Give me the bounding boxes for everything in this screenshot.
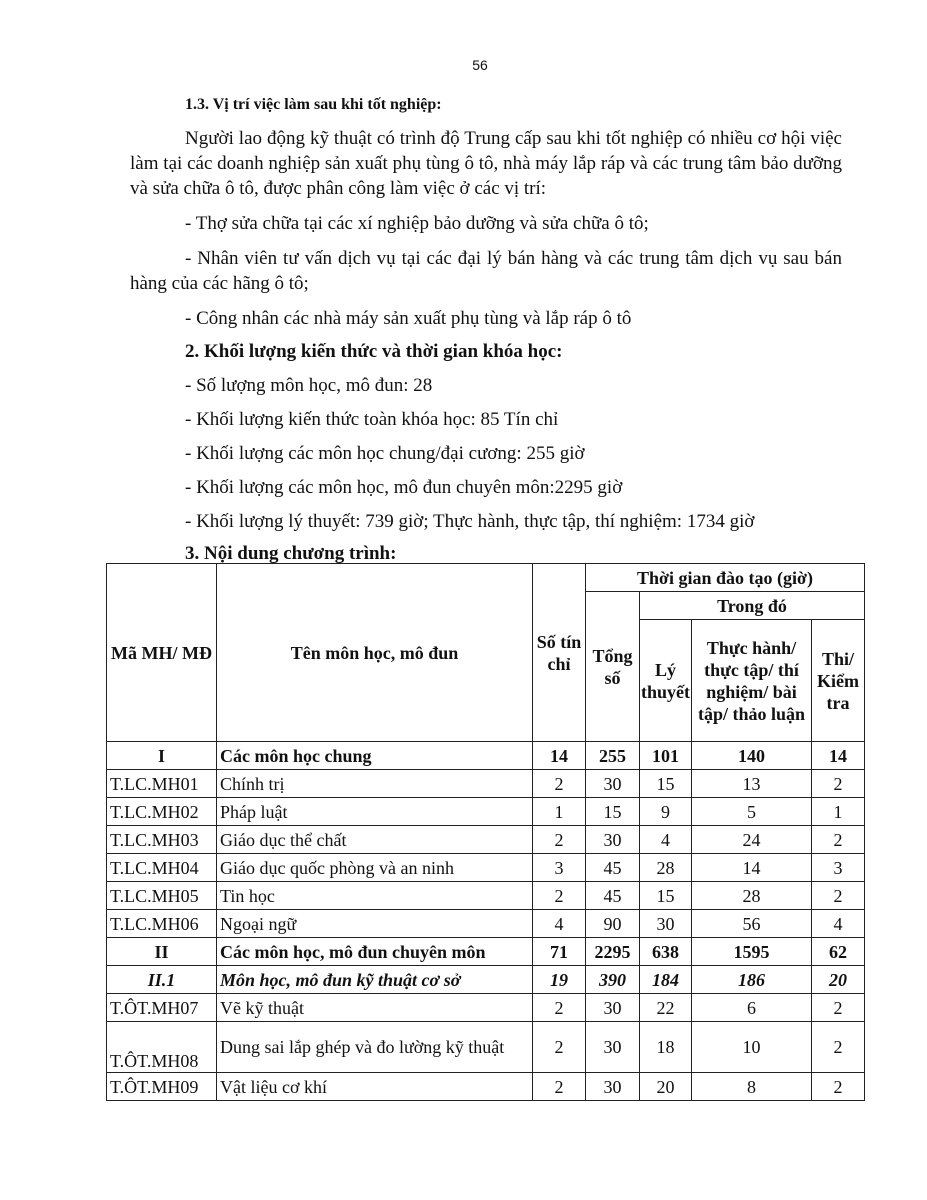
cell-practice: 28 xyxy=(692,882,812,910)
cell-total: 30 xyxy=(586,1022,640,1073)
page-number: 56 xyxy=(472,57,488,73)
cell-total: 30 xyxy=(586,1073,640,1101)
cell-code: II.1 xyxy=(107,966,217,994)
cell-exam: 14 xyxy=(812,742,865,770)
cell-code: T.LC.MH04 xyxy=(107,854,217,882)
cell-credits: 14 xyxy=(533,742,586,770)
header-code: Mã MH/ MĐ xyxy=(107,564,217,742)
intro-paragraph: Người lao động kỹ thuật có trình độ Trung cấp sau khi tốt nghiệp có nhiều cơ hội việc làm tại các doanh nghiệp sản xuất phụ tùng ô tô, nhà máy lắp ráp và các trung tâm bảo dưỡng và sửa chữa ô tô, được phân công làm việc ở các vị trí: xyxy=(130,128,842,199)
cell-practice: 140 xyxy=(692,742,812,770)
cell-exam: 20 xyxy=(812,966,865,994)
cell-practice: 6 xyxy=(692,994,812,1022)
cell-practice: 5 xyxy=(692,798,812,826)
cell-code: T.LC.MH05 xyxy=(107,882,217,910)
cell-code: T.LC.MH01 xyxy=(107,770,217,798)
cell-credits: 2 xyxy=(533,770,586,798)
cell-credits: 2 xyxy=(533,1073,586,1101)
table-row xyxy=(107,1073,865,1101)
cell-total: 2295 xyxy=(586,938,640,966)
cell-theory: 15 xyxy=(640,770,692,798)
table-row xyxy=(107,826,865,854)
section-title: 3. Nội dung chương trình: xyxy=(185,543,397,564)
cell-code: T.ÔT.MH07 xyxy=(107,994,217,1022)
cell-exam: 62 xyxy=(812,938,865,966)
list-item: - Thợ sửa chữa tại các xí nghiệp bảo dưỡng và sửa chữa ô tô; xyxy=(185,213,649,234)
list-item: - Khối lượng kiến thức toàn khóa học: 85 Tín chỉ xyxy=(185,409,559,430)
table-row xyxy=(107,882,865,910)
cell-exam: 1 xyxy=(812,798,865,826)
cell-name: Các môn học, mô đun chuyên môn xyxy=(217,938,533,966)
cell-exam: 2 xyxy=(812,882,865,910)
cell-name: Giáo dục quốc phòng và an ninh xyxy=(217,854,533,882)
cell-credits: 1 xyxy=(533,798,586,826)
cell-code: T.LC.MH03 xyxy=(107,826,217,854)
cell-theory: 30 xyxy=(640,910,692,938)
cell-theory: 4 xyxy=(640,826,692,854)
cell-name: Các môn học chung xyxy=(217,742,533,770)
cell-name: Vật liệu cơ khí xyxy=(217,1073,533,1101)
cell-credits: 2 xyxy=(533,994,586,1022)
cell-code: T.ÔT.MH08 xyxy=(107,1022,217,1073)
cell-code: II xyxy=(107,938,217,966)
cell-exam: 2 xyxy=(812,770,865,798)
list-item: - Nhân viên tư vấn dịch vụ tại các đại lý bán hàng và các trung tâm dịch vụ sau bán hàng của các hãng ô tô; xyxy=(130,248,842,294)
table-row xyxy=(107,938,865,966)
cell-name: Vẽ kỹ thuật xyxy=(217,994,533,1022)
cell-theory: 22 xyxy=(640,994,692,1022)
cell-name: Chính trị xyxy=(217,770,533,798)
cell-total: 45 xyxy=(586,882,640,910)
section-2 xyxy=(185,340,845,566)
cell-theory: 9 xyxy=(640,798,692,826)
cell-credits: 2 xyxy=(533,826,586,854)
cell-practice: 24 xyxy=(692,826,812,854)
section-1-3-title xyxy=(185,96,442,114)
header-exam: Thi/ Kiểm tra xyxy=(812,620,865,742)
cell-theory: 20 xyxy=(640,1073,692,1101)
cell-credits: 2 xyxy=(533,882,586,910)
section-1-3-body xyxy=(130,126,842,331)
table-row xyxy=(107,798,865,826)
cell-code: T.LC.MH02 xyxy=(107,798,217,826)
cell-total: 15 xyxy=(586,798,640,826)
curriculum-table xyxy=(106,563,865,1101)
list-item: - Số lượng môn học, mô đun: 28 xyxy=(185,375,433,396)
cell-code: I xyxy=(107,742,217,770)
cell-total: 30 xyxy=(586,770,640,798)
table-row xyxy=(107,1022,865,1073)
header-name: Tên môn học, mô đun xyxy=(217,564,533,742)
cell-name: Môn học, mô đun kỹ thuật cơ sở xyxy=(217,966,533,994)
table-row xyxy=(107,770,865,798)
header-credits: Số tín chỉ xyxy=(533,564,586,742)
cell-name: Giáo dục thể chất xyxy=(217,826,533,854)
header-training-time: Thời gian đào tạo (giờ) xyxy=(586,564,865,592)
table-row xyxy=(107,910,865,938)
list-item: - Công nhân các nhà máy sản xuất phụ tùng và lắp ráp ô tô xyxy=(185,308,632,329)
cell-practice: 14 xyxy=(692,854,812,882)
cell-code: T.ÔT.MH09 xyxy=(107,1073,217,1101)
cell-name: Dung sai lắp ghép và đo lường kỹ thuật xyxy=(217,1022,533,1073)
cell-theory: 638 xyxy=(640,938,692,966)
cell-exam: 2 xyxy=(812,1022,865,1073)
cell-total: 45 xyxy=(586,854,640,882)
cell-exam: 3 xyxy=(812,854,865,882)
cell-theory: 101 xyxy=(640,742,692,770)
cell-exam: 2 xyxy=(812,994,865,1022)
header-practice: Thực hành/ thực tập/ thí nghiệm/ bài tập/ thảo luận xyxy=(692,620,812,742)
cell-credits: 3 xyxy=(533,854,586,882)
table-row xyxy=(107,854,865,882)
cell-name: Ngoại ngữ xyxy=(217,910,533,938)
cell-name: Pháp luật xyxy=(217,798,533,826)
header-of-which: Trong đó xyxy=(640,592,865,620)
cell-practice: 8 xyxy=(692,1073,812,1101)
cell-credits: 71 xyxy=(533,938,586,966)
header-theory: Lý thuyết xyxy=(640,620,692,742)
header-total: Tổng số xyxy=(586,592,640,742)
cell-theory: 15 xyxy=(640,882,692,910)
cell-practice: 10 xyxy=(692,1022,812,1073)
cell-practice: 56 xyxy=(692,910,812,938)
table-row xyxy=(107,742,865,770)
cell-practice: 13 xyxy=(692,770,812,798)
cell-theory: 28 xyxy=(640,854,692,882)
cell-theory: 184 xyxy=(640,966,692,994)
list-item: - Khối lượng các môn học, mô đun chuyên môn:2295 giờ xyxy=(185,477,623,498)
cell-name: Tin học xyxy=(217,882,533,910)
cell-exam: 2 xyxy=(812,826,865,854)
section-title: 2. Khối lượng kiến thức và thời gian khóa học: xyxy=(185,341,563,362)
cell-total: 90 xyxy=(586,910,640,938)
cell-credits: 2 xyxy=(533,1022,586,1073)
cell-practice: 186 xyxy=(692,966,812,994)
cell-code: T.LC.MH06 xyxy=(107,910,217,938)
cell-total: 255 xyxy=(586,742,640,770)
cell-total: 30 xyxy=(586,994,640,1022)
cell-exam: 4 xyxy=(812,910,865,938)
cell-exam: 2 xyxy=(812,1073,865,1101)
cell-theory: 18 xyxy=(640,1022,692,1073)
section-title: 1.3. Vị trí việc làm sau khi tốt nghiệp: xyxy=(185,96,442,113)
list-item: - Khối lượng các môn học chung/đại cương: 255 giờ xyxy=(185,443,585,464)
list-item: - Khối lượng lý thuyết: 739 giờ; Thực hành, thực tập, thí nghiệm: 1734 giờ xyxy=(185,511,755,532)
cell-total: 390 xyxy=(586,966,640,994)
cell-practice: 1595 xyxy=(692,938,812,966)
cell-total: 30 xyxy=(586,826,640,854)
cell-credits: 19 xyxy=(533,966,586,994)
cell-credits: 4 xyxy=(533,910,586,938)
table-row xyxy=(107,966,865,994)
table-row xyxy=(107,994,865,1022)
